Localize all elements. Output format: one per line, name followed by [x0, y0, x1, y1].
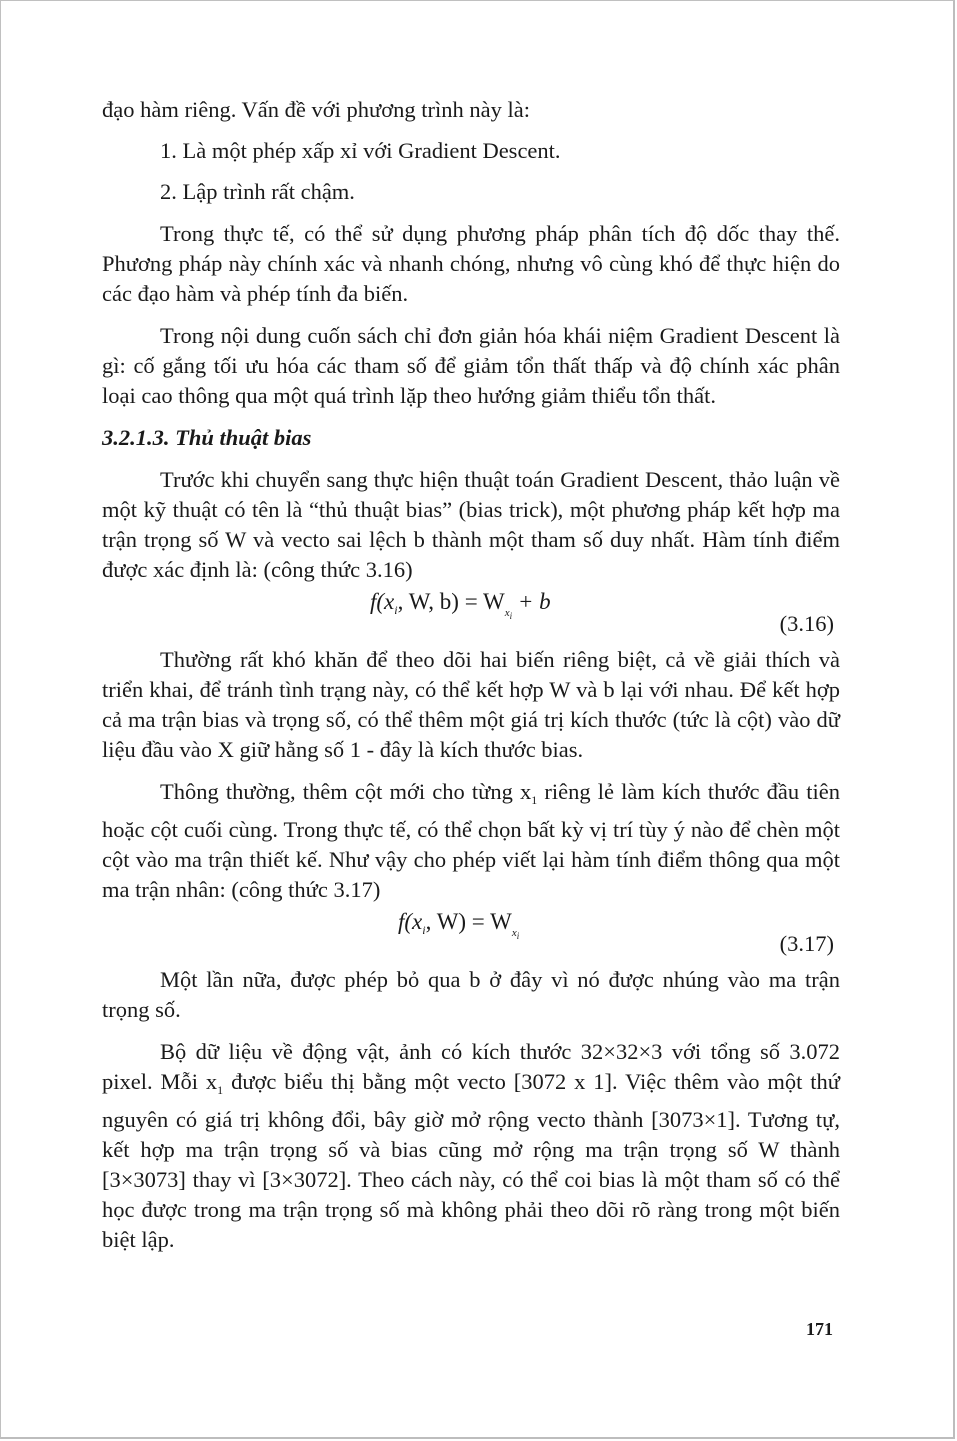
- paragraph-combine-w-b: Thường rất khó khăn để theo dõi hai biến riêng biệt, cả về giải thích và triển khai, để tránh tình trạng này, có thể kết hợp W và b lại với nhau. Để kết hợp cả ma trận bias và trọng số, có thể thêm một giá trị kích thước (tức là cột) vào dữ liệu đầu vào X giữ hằng số 1 - đây là kích thước bias.: [102, 647, 840, 762]
- paragraph-dataset: Bộ dữ liệu về động vật, ảnh có kích thước 32×32×3 với tổng số 3.072 pixel. Mỗi $x_1$ được biểu thị bằng một vecto [3072 x 1]. Việc thêm vào một thứ nguyên có giá trị không đổi, bây giờ mở rộng vecto thành [3073×1]. Tương tự, kết hợp ma trận trọng số và bias cũng mở rộng ma trận trọng số W thành [3×3073] thay vì [3×3072]. Theo cách này, có thể coi bias là một tham số có thể học được trong ma trận trọng số mà không phải theo dõi rõ ràng trong một biến biệt lập.: [102, 1039, 840, 1252]
- list-item-2: 2. Lập trình rất chậm.: [160, 179, 355, 204]
- paragraph-bias-trick: Trước khi chuyển sang thực hiện thuật toán Gradient Descent, thảo luận về một kỹ thuật có tên là “thủ thuật bias” (bias trick), một phương pháp kết hợp ma trận trọng số W và vecto sai lệch b thành một tham số duy nhất. Hàm tính điểm được xác định là: (công thức 3.16): [102, 467, 840, 582]
- equation-3-16-expression: $f(x_i$, W, $b) = W_{x_i} + b$: [370, 589, 551, 621]
- paragraph-scope: Trong nội dung cuốn sách chỉ đơn giản hóa khái niệm Gradient Descent là gì: cố gắng tối ưu hóa các tham số để giảm tổn thất thấp và độ chính xác phân loại cao thông qua một quá trình lặp theo hướng giảm thiểu tổn thất.: [102, 323, 840, 408]
- equation-3-17: [102, 907, 840, 961]
- intro-line: đạo hàm riêng. Vấn đề với phương trình này là:: [102, 97, 530, 122]
- paragraph-column-insert: Thông thường, thêm cột mới cho từng $x_1$ riêng lẻ làm kích thước đầu tiên hoặc cột cuối cùng. Trong thực tế, có thể chọn bất kỳ vị trí tùy ý nào để chèn một cột vào ma trận thiết kế. Như vậy cho phép viết lại hàm tính điểm thông qua một ma trận nhân: (công thức 3.17): [102, 779, 840, 902]
- paragraph-analytic-gradient: Trong thực tế, có thể sử dụng phương pháp phân tích độ dốc thay thế. Phương pháp này chính xác và nhanh chóng, nhưng vô cùng khó để thực hiện do các đạo hàm và phép tính đa biến.: [102, 221, 840, 306]
- equation-number-3-17: (3.17): [779, 931, 834, 956]
- equation-number-3-16: (3.16): [779, 611, 834, 636]
- page-number: 171: [806, 1319, 833, 1339]
- list-item-1: 1. Là một phép xấp xỉ với Gradient Descent.: [160, 138, 561, 163]
- page-body: [102, 95, 840, 1255]
- section-heading: 3.2.1.3. Thủ thuật bias: [102, 425, 312, 450]
- paragraph-ignore-b: Một lần nữa, được phép bỏ qua b ở đây vì nó được nhúng vào ma trận trọng số.: [102, 967, 840, 1022]
- equation-3-17-expression: $f(x_i$, $W) = W_{x_i}$: [398, 909, 520, 941]
- equation-3-16: [102, 587, 840, 641]
